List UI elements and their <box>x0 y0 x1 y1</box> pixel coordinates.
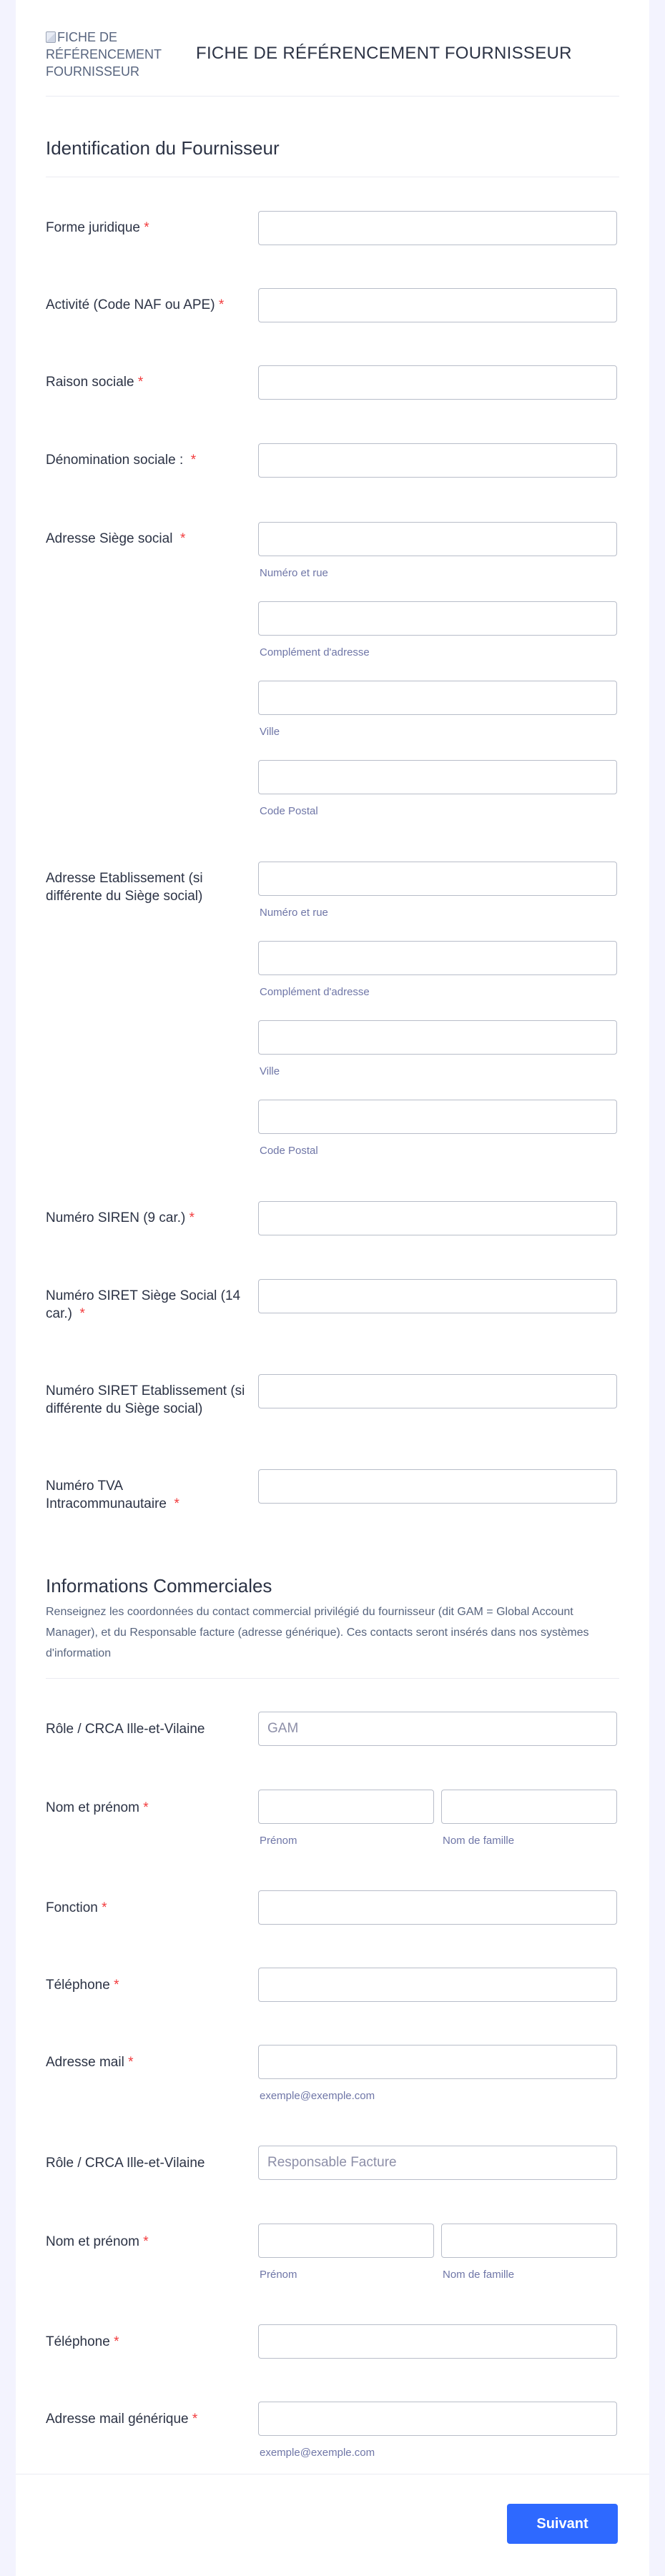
section-title-commerciales: Informations Commerciales <box>46 1575 272 1597</box>
logo-broken-image <box>46 29 182 80</box>
required-asterisk: * <box>143 2234 149 2249</box>
gam-first-name-sublabel: Prénom <box>260 1835 297 1847</box>
siren-input[interactable] <box>258 1201 617 1235</box>
siege-postal-input[interactable] <box>258 760 617 794</box>
siege-postal-sublabel: Code Postal <box>260 805 318 817</box>
page-title: FICHE DE RÉFÉRENCEMENT FOURNISSEUR <box>196 44 572 63</box>
form-card <box>16 0 649 2576</box>
email-generique-label: Adresse mail générique * <box>46 2412 198 2427</box>
section-description: Renseignez les coordonnées du contact commercial privilégié du fournisseur (dit GAM = Global Account Manager), et du Responsable facture (adresse générique). Ces contacts seront insérés dans nos systèmes d'information <box>46 1606 589 1659</box>
siege-city-input[interactable] <box>258 681 617 715</box>
required-asterisk: * <box>114 2334 119 2349</box>
etab-complement-sublabel: Complément d'adresse <box>260 986 370 998</box>
nom-prenom-gam-label: Nom et prénom * <box>46 1800 149 1815</box>
gam-last-name-sublabel: Nom de famille <box>443 1835 515 1847</box>
broken-image-icon <box>46 31 56 43</box>
adresse-etab-label: Adresse Etablissement (si différente du Siège social) <box>46 871 203 904</box>
nom-prenom-facture-label: Nom et prénom * <box>46 2234 149 2249</box>
raison-sociale-label: Raison sociale * <box>46 375 144 390</box>
siret-siege-input[interactable] <box>258 1279 617 1313</box>
etab-street-input[interactable] <box>258 862 617 896</box>
activite-label: Activité (Code NAF ou APE) * <box>46 297 225 312</box>
required-asterisk: * <box>218 297 225 312</box>
adresse-siege-label: Adresse Siège social * <box>46 531 186 546</box>
etab-postal-sublabel: Code Postal <box>260 1145 318 1157</box>
required-asterisk: * <box>137 375 144 390</box>
tva-label: Numéro TVA Intracommunautaire * <box>46 1479 179 1511</box>
etab-city-input[interactable] <box>258 1020 617 1055</box>
required-asterisk: * <box>180 531 186 546</box>
role-gam-label: Rôle / CRCA Ille-et-Vilaine <box>46 1722 205 1737</box>
role-facture-label: Rôle / CRCA Ille-et-Vilaine <box>46 2156 205 2171</box>
facture-last-name-sublabel: Nom de famille <box>443 2269 515 2281</box>
siren-label: Numéro SIREN (9 car.) * <box>46 1210 195 1225</box>
siege-city-sublabel: Ville <box>260 726 280 738</box>
forme-juridique-label: Forme juridique * <box>46 220 149 235</box>
required-asterisk: * <box>79 1306 85 1321</box>
forme-juridique-input[interactable] <box>258 211 617 245</box>
telephone-gam-input[interactable] <box>258 1968 617 2002</box>
required-asterisk: * <box>189 1210 195 1225</box>
gam-last-name-input[interactable] <box>441 1790 617 1824</box>
email-generique-hint: exemple@exemple.com <box>260 2447 375 2459</box>
required-asterisk: * <box>174 1496 179 1511</box>
facture-first-name-input[interactable] <box>258 2224 434 2258</box>
required-asterisk: * <box>190 453 197 468</box>
logo-alt-text: FICHE DE RÉFÉRENCEMENT FOURNISSEUR <box>46 30 162 79</box>
siege-complement-sublabel: Complément d'adresse <box>260 646 370 658</box>
required-asterisk: * <box>102 1900 107 1915</box>
role-facture-input[interactable] <box>258 2146 617 2180</box>
gam-first-name-input[interactable] <box>258 1790 434 1824</box>
next-button[interactable]: Suivant <box>507 2504 618 2544</box>
etab-city-sublabel: Ville <box>260 1065 280 1077</box>
required-asterisk: * <box>144 220 149 235</box>
section-divider <box>46 1678 619 1679</box>
siege-street-sublabel: Numéro et rue <box>260 567 328 579</box>
required-asterisk: * <box>192 2412 198 2427</box>
facture-first-name-sublabel: Prénom <box>260 2269 297 2281</box>
fonction-label: Fonction * <box>46 1900 107 1915</box>
tva-input[interactable] <box>258 1469 617 1504</box>
etab-complement-input[interactable] <box>258 941 617 975</box>
siege-complement-input[interactable] <box>258 601 617 636</box>
raison-sociale-input[interactable] <box>258 365 617 400</box>
activite-input[interactable] <box>258 288 617 322</box>
siege-street-input[interactable] <box>258 522 617 556</box>
required-asterisk: * <box>143 1800 149 1815</box>
telephone-facture-input[interactable] <box>258 2324 617 2359</box>
telephone-gam-label: Téléphone * <box>46 1978 119 1993</box>
email-generique-input[interactable] <box>258 2402 617 2436</box>
header-divider <box>46 96 619 97</box>
email-gam-hint: exemple@exemple.com <box>260 2090 375 2102</box>
role-gam-input[interactable] <box>258 1712 617 1746</box>
etab-postal-input[interactable] <box>258 1100 617 1134</box>
siret-siege-label: Numéro SIRET Siège Social (14 car.) * <box>46 1288 241 1321</box>
email-gam-input[interactable] <box>258 2045 617 2079</box>
section-title-identification: Identification du Fournisseur <box>46 137 280 159</box>
denomination-label: Dénomination sociale : * <box>46 453 197 468</box>
email-gam-label: Adresse mail * <box>46 2055 134 2070</box>
required-asterisk: * <box>114 1978 119 1993</box>
siret-etab-label: Numéro SIRET Etablissement (si différente du Siège social) <box>46 1383 245 1416</box>
facture-last-name-input[interactable] <box>441 2224 617 2258</box>
telephone-facture-label: Téléphone * <box>46 2334 119 2349</box>
siret-etab-input[interactable] <box>258 1374 617 1408</box>
etab-street-sublabel: Numéro et rue <box>260 907 328 919</box>
fonction-input[interactable] <box>258 1890 617 1925</box>
denomination-input[interactable] <box>258 443 617 478</box>
required-asterisk: * <box>128 2055 134 2070</box>
